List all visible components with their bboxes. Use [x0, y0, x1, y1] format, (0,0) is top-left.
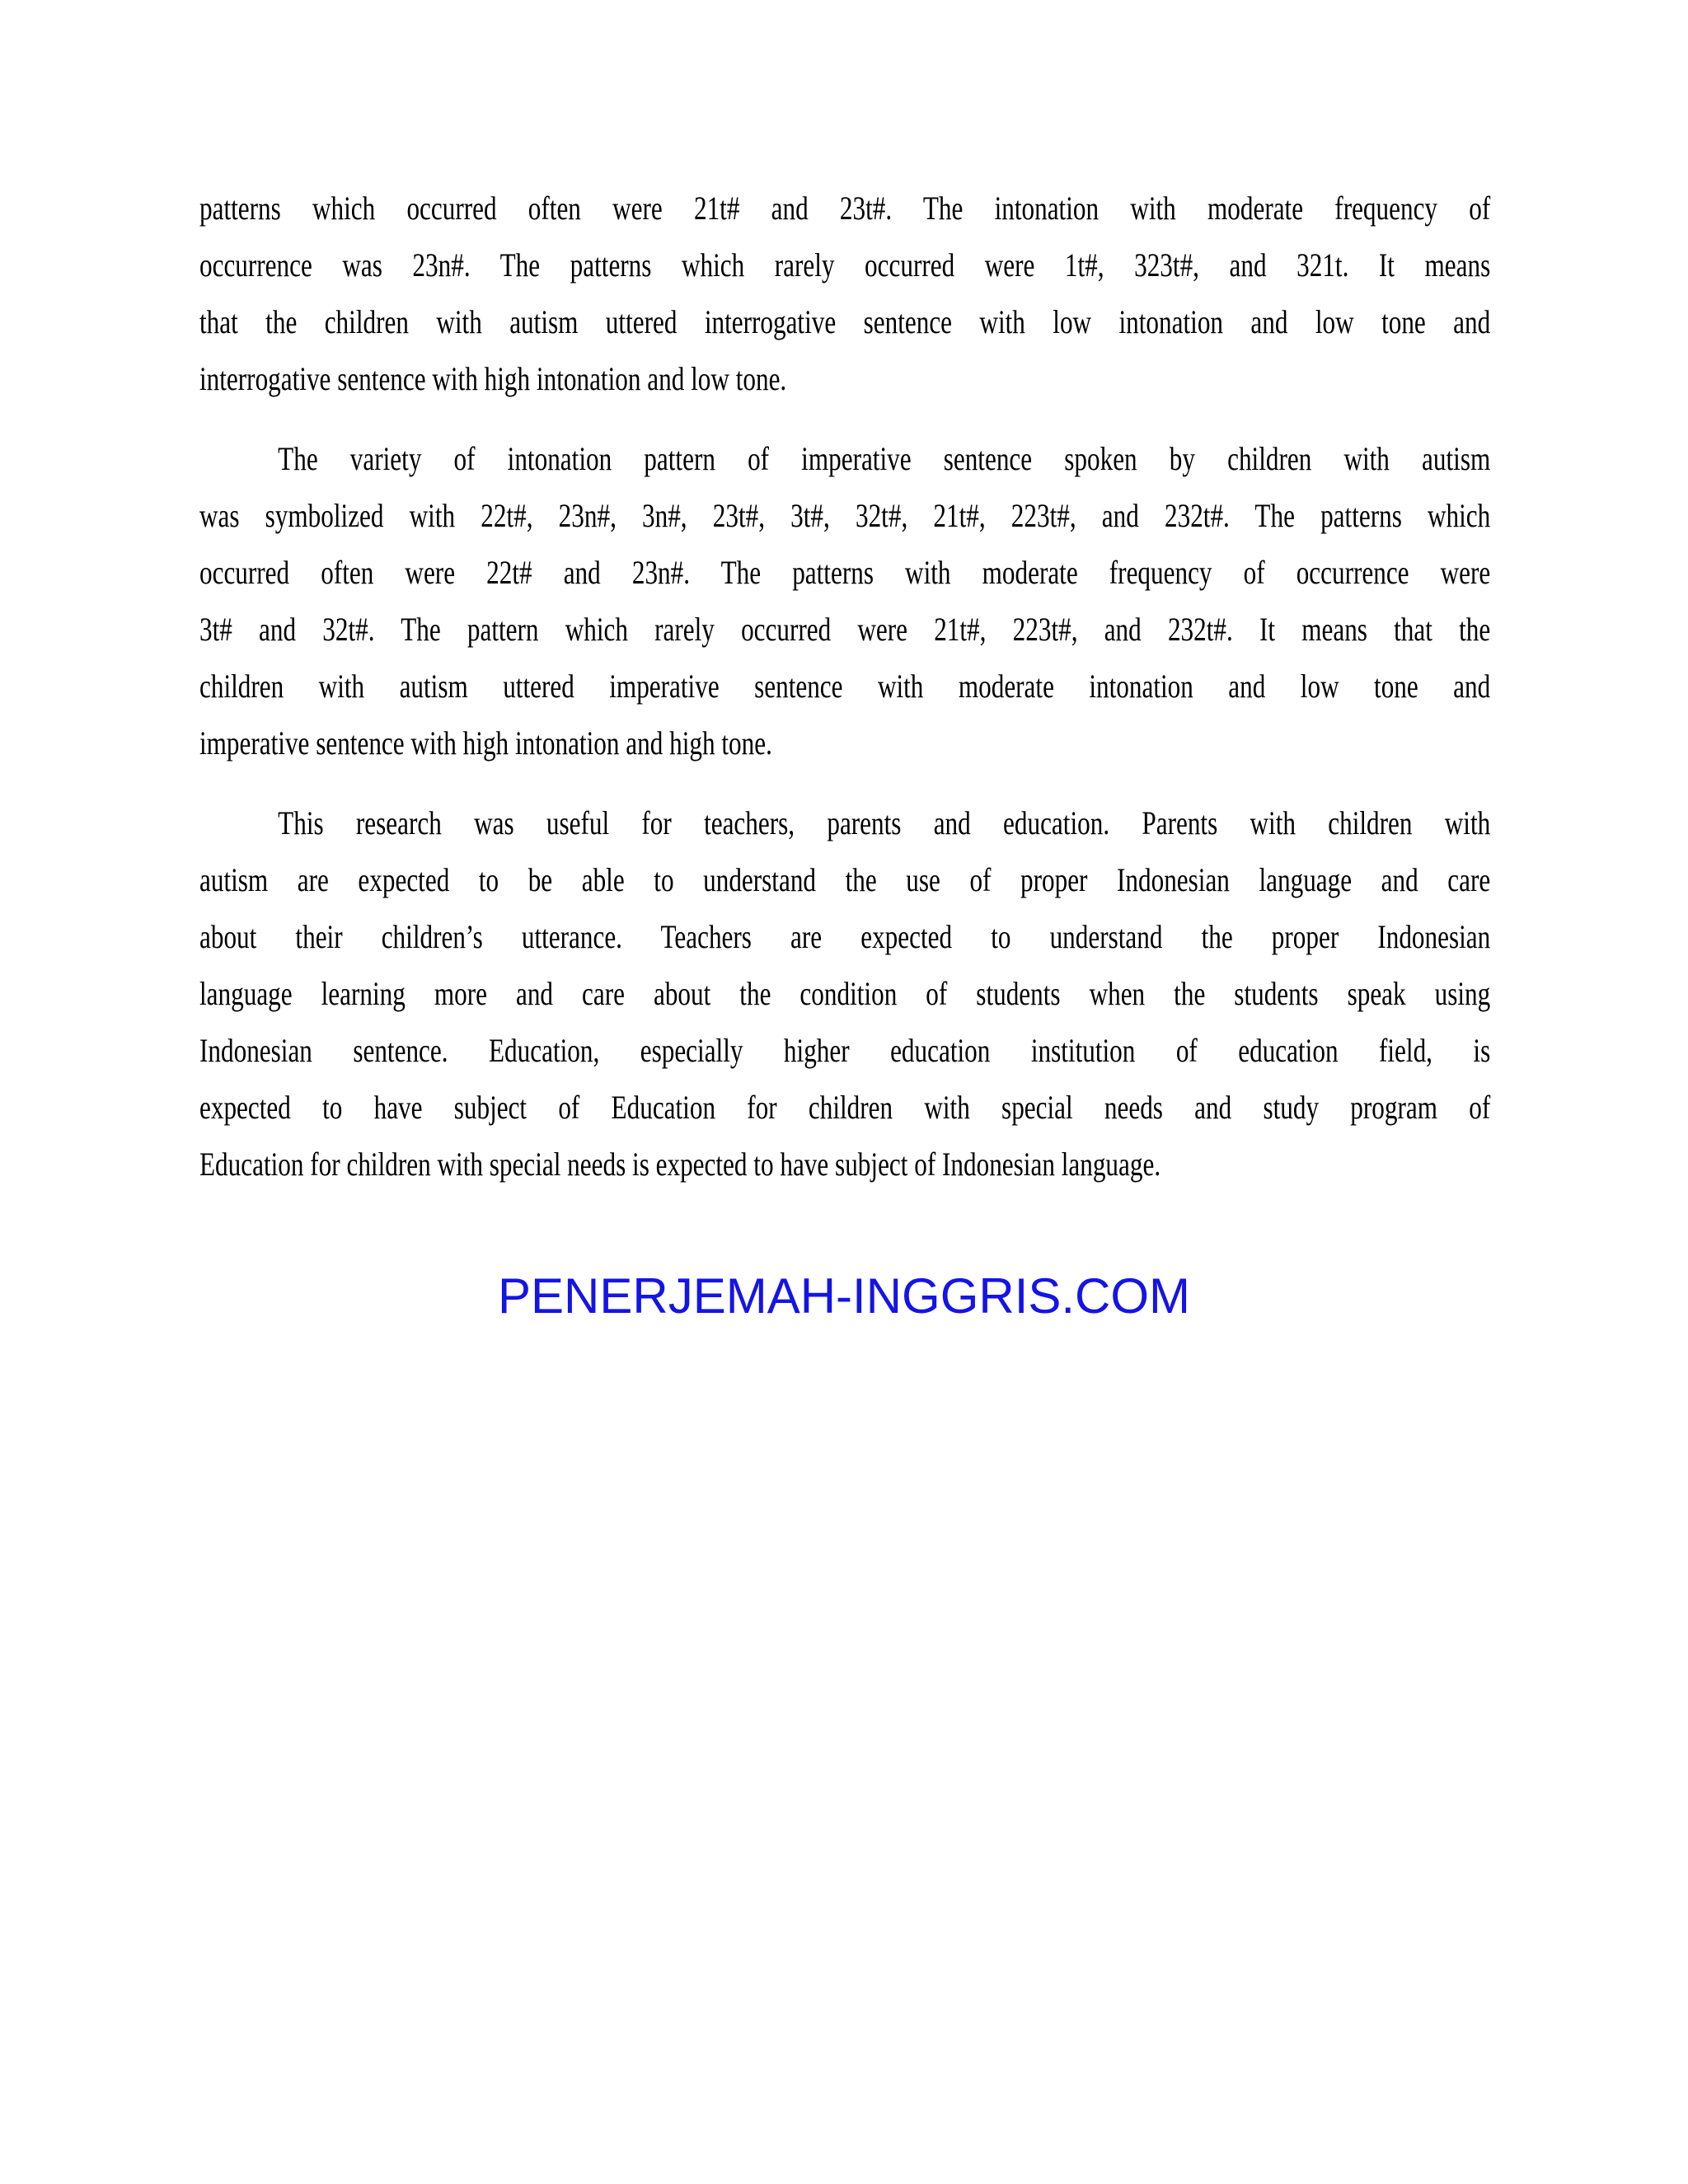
text-line: language learning more and care about the condition of students when the students speak using — [199, 975, 1491, 1012]
paragraph — [199, 430, 1490, 771]
paragraph — [199, 794, 1490, 1193]
text-line: Education for children with special needs is expected to have subject of Indonesian language. — [199, 1146, 1161, 1183]
watermark-text: PENERJEMAH-INGGRIS.COM — [497, 1268, 1191, 1324]
text-line: interrogative sentence with high intonation and low tone. — [199, 360, 787, 397]
text-line: Indonesian sentence. Education, especially higher education institution of education field, is — [199, 1032, 1491, 1069]
text-line: children with autism uttered imperative sentence with moderate intonation and low tone and — [199, 668, 1491, 705]
text-line: imperative sentence with high intonation and high tone. — [199, 724, 772, 762]
text-line: 3t# and 32t#. The pattern which rarely occurred were 21t#, 223t#, and 232t#. It means that the — [199, 611, 1491, 648]
text-line: expected to have subject of Education for children with special needs and study program of — [199, 1089, 1491, 1126]
text-line: autism are expected to be able to understand the use of proper Indonesian language and care — [199, 861, 1491, 898]
text-line: The variety of intonation pattern of imperative sentence spoken by children with autism — [278, 440, 1491, 477]
text-line: occurrence was 23n#. The patterns which rarely occurred were 1t#, 323t#, and 321t. It means — [199, 246, 1491, 284]
text-line: was symbolized with 22t#, 23n#, 3n#, 23t#, 3t#, 32t#, 21t#, 223t#, and 232t#. The patterns which — [199, 497, 1491, 534]
text-line: about their children’s utterance. Teachers are expected to understand the proper Indonesian — [199, 918, 1491, 955]
document-body — [199, 180, 1490, 1216]
paragraph — [199, 180, 1490, 407]
text-line: This research was useful for teachers, parents and education. Parents with children with — [278, 804, 1491, 841]
text-line: occurred often were 22t# and 23n#. The patterns with moderate frequency of occurrence were — [199, 554, 1491, 591]
text-line: that the children with autism uttered interrogative sentence with low intonation and low tone and — [199, 303, 1491, 340]
text-line: patterns which occurred often were 21t# and 23t#. The intonation with moderate frequency of — [199, 190, 1491, 227]
